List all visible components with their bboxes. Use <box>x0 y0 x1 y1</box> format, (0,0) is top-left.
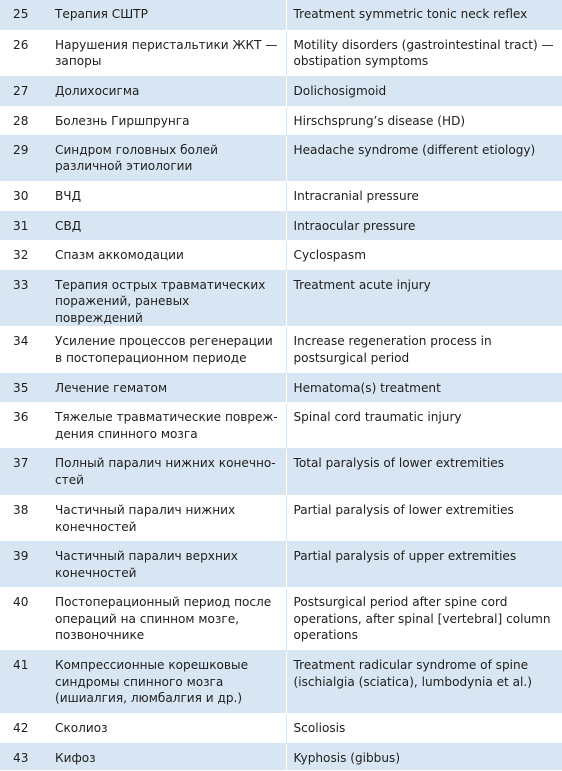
row-number: 43 <box>0 744 48 771</box>
russian-term: Болезнь Гиршпрунга <box>48 106 286 135</box>
table-row <box>0 744 562 771</box>
row-number: 39 <box>0 542 48 588</box>
english-term: Partial paralysis of upper extremities <box>286 542 562 588</box>
row-number: 29 <box>0 135 48 181</box>
english-term: Hematoma(s) treatment <box>286 374 562 403</box>
row-number: 32 <box>0 240 48 270</box>
russian-term: Нарушения перистальтики ЖКТ — запоры <box>48 30 286 76</box>
russian-term: Усиление процессов регенерации в постоперационном периоде <box>48 327 286 374</box>
english-term: Partial paralysis of lower extremities <box>286 496 562 542</box>
english-term: Treatment radicular syndrome of spine (ischialgia (sciatica), lumbodynia et al.) <box>286 651 562 714</box>
english-term: Hirschsprung’s disease (HD) <box>286 106 562 135</box>
russian-term: Частичный паралич верхних конечностей <box>48 542 286 588</box>
table-row <box>0 327 562 374</box>
row-number: 38 <box>0 496 48 542</box>
table-row <box>0 588 562 651</box>
russian-term: Полный паралич нижних конечно-стей <box>48 449 286 496</box>
row-number: 25 <box>0 0 48 30</box>
row-number: 31 <box>0 211 48 240</box>
russian-term: Сколиоз <box>48 714 286 744</box>
row-number: 42 <box>0 714 48 744</box>
english-term: Motility disorders (gastrointestinal tract) — obstipation symptoms <box>286 30 562 76</box>
russian-term: Постоперационный период после операций на спинном мозге, позвоночнике <box>48 588 286 651</box>
row-number: 36 <box>0 403 48 449</box>
row-number: 28 <box>0 106 48 135</box>
row-number: 33 <box>0 270 48 327</box>
row-number: 37 <box>0 449 48 496</box>
russian-term: Спазм аккомодации <box>48 240 286 270</box>
english-term: Scoliosis <box>286 714 562 744</box>
english-term: Increase regeneration process in postsurgical period <box>286 327 562 374</box>
english-term: Total paralysis of lower extremities <box>286 449 562 496</box>
russian-term: СВД <box>48 211 286 240</box>
russian-term: Тяжелые травматические повреж-дения спинного мозга <box>48 403 286 449</box>
row-number: 41 <box>0 651 48 714</box>
row-number: 40 <box>0 588 48 651</box>
row-number: 30 <box>0 181 48 211</box>
table-row <box>0 30 562 76</box>
english-term: Kyphosis (gibbus) <box>286 744 562 771</box>
row-number: 27 <box>0 76 48 106</box>
table-row <box>0 76 562 106</box>
english-term: Treatment acute injury <box>286 270 562 327</box>
table-row <box>0 714 562 744</box>
table-row <box>0 106 562 135</box>
russian-term: Лечение гематом <box>48 374 286 403</box>
table-row <box>0 211 562 240</box>
table-row <box>0 270 562 327</box>
table-row <box>0 651 562 714</box>
russian-term: Компрессионные корешковые синдромы спинного мозга (ишиалгия, люмбалгия и др.) <box>48 651 286 714</box>
table-row <box>0 496 562 542</box>
table-row <box>0 135 562 181</box>
table-row <box>0 240 562 270</box>
russian-term: Терапия СШТР <box>48 0 286 30</box>
russian-term: Долихосигма <box>48 76 286 106</box>
english-term: Cyclospasm <box>286 240 562 270</box>
russian-term: Частичный паралич нижних конечностей <box>48 496 286 542</box>
english-term: Intraocular pressure <box>286 211 562 240</box>
english-term: Dolichosigmoid <box>286 76 562 106</box>
english-term: Postsurgical period after spine cord operations, after spinal [vertebral] column operations <box>286 588 562 651</box>
table-row <box>0 542 562 588</box>
table-row <box>0 449 562 496</box>
table-row <box>0 181 562 211</box>
russian-term: ВЧД <box>48 181 286 211</box>
table-row <box>0 0 562 30</box>
english-term: Headache syndrome (different etiology) <box>286 135 562 181</box>
english-term: Spinal cord traumatic injury <box>286 403 562 449</box>
english-term: Intracranial pressure <box>286 181 562 211</box>
russian-term: Терапия острых травматических поражений, раневых повреждений <box>48 270 286 327</box>
row-number: 26 <box>0 30 48 76</box>
row-number: 35 <box>0 374 48 403</box>
russian-term: Синдром головных болей различной этиологии <box>48 135 286 181</box>
row-number: 34 <box>0 327 48 374</box>
russian-term: Кифоз <box>48 744 286 771</box>
english-term: Treatment symmetric tonic neck reflex <box>286 0 562 30</box>
table-row <box>0 374 562 403</box>
table-row <box>0 403 562 449</box>
